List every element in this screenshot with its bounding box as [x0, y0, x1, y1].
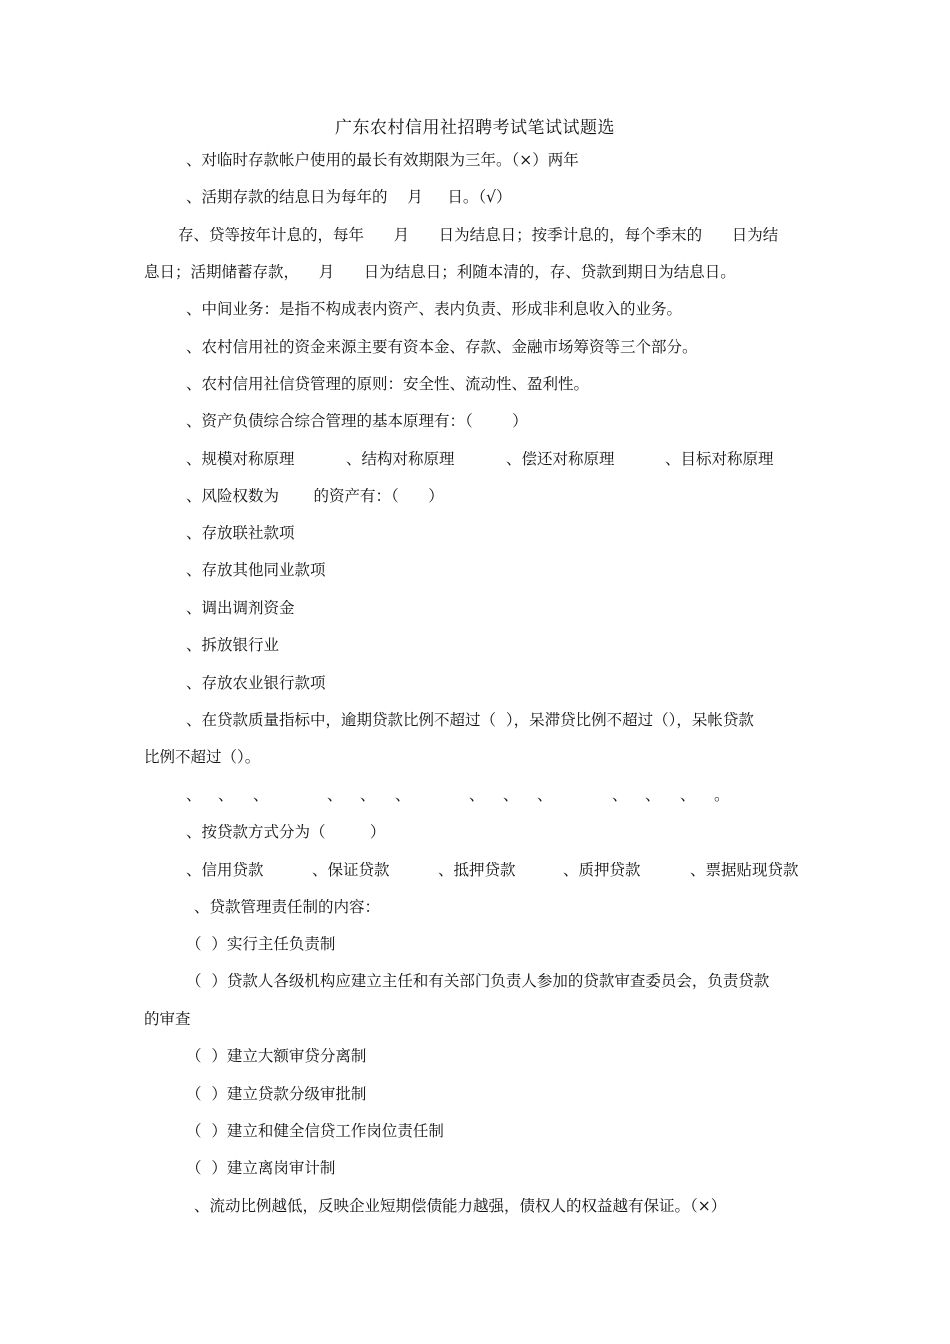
answer-mark: 、 — [327, 786, 343, 804]
option-c: 、抵押贷款 — [438, 861, 516, 879]
question-11-item-5: （ ）建立和健全信贷工作岗位责任制 — [186, 1122, 444, 1140]
answer-mark: 、 — [218, 786, 234, 804]
question-7-options — [0, 447, 950, 591]
question-9-line-1: 、在贷款质量指标中，逾期贷款比例不超过（ ），呆滞贷比例不超过（），呆帐贷款 — [186, 711, 754, 729]
option-c: 、偿还对称原理 — [506, 450, 615, 468]
option-d: 、拆放银行业 — [186, 636, 280, 654]
option-b: 、保证贷款 — [312, 861, 390, 879]
option-e: 、票据贴现贷款 — [690, 861, 799, 879]
paragraph-interest-line-2: 息日；活期储蓄存款， 月 日为结息日；利随本清的，存、贷款到期日为结息日。 — [144, 263, 736, 281]
option-a: 、存放联社款项 — [186, 524, 295, 542]
option-b: 、存放其他同业款项 — [186, 561, 326, 579]
option-a: 、规模对称原理 — [186, 450, 295, 468]
answer-mark: 、 — [503, 786, 519, 804]
document-title: 广东农村信用社招聘考试笔试试题选 — [335, 118, 615, 138]
answer-mark: 、 — [395, 786, 411, 804]
question-9-line-2: 比例不超过（）。 — [144, 748, 261, 766]
option-e: 、存放农业银行款项 — [186, 674, 326, 692]
question-11-item-3: （ ）建立大额审贷分离制 — [186, 1047, 367, 1065]
question-4: 、中间业务：是指不构成表内资产、表内负责、形成非利息收入的业务。 — [186, 300, 683, 318]
question-5: 、农村信用社的资金来源主要有资本金、存款、金融市场筹资等三个部分。 — [186, 338, 698, 356]
option-d: 、质押贷款 — [563, 861, 641, 879]
question-11-item-1: （ ）实行主任负责制 — [186, 935, 336, 953]
question-11-item-2-line-1: （ ）贷款人各级机构应建立主任和有关部门负责人参加的贷款审查委员会，负责贷款 — [186, 972, 770, 990]
question-7-stem: 、资产负债综合综合管理的基本原理有：（ ） — [186, 412, 528, 430]
question-2: 、活期存款的结息日为每年的 月 日。（√） — [186, 188, 512, 206]
answer-mark: 、 — [469, 786, 485, 804]
answer-mark: 、 — [253, 786, 269, 804]
option-c: 、调出调剂资金 — [186, 599, 295, 617]
question-1: 、对临时存款帐户使用的最长有效期限为三年。（×）两年 — [186, 151, 579, 169]
question-10-stem: 、按贷款方式分为（ ） — [186, 823, 386, 841]
question-10-options — [0, 858, 950, 1026]
question-12: 、流动比例越低，反映企业短期偿债能力越强，债权人的权益越有保证。（×） — [194, 1197, 727, 1215]
question-11-item-4: （ ）建立贷款分级审批制 — [186, 1085, 367, 1103]
question-11-stem: 、贷款管理责任制的内容： — [194, 898, 381, 916]
option-b: 、结构对称原理 — [346, 450, 455, 468]
question-11-item-2-line-2: 的审查 — [144, 1010, 191, 1028]
answer-mark: 、 — [645, 786, 661, 804]
answer-mark: 、 — [537, 786, 553, 804]
paragraph-interest-line-1: 存、贷等按年计息的，每年 月 日为结息日；按季计息的，每个季末的 日为结 — [178, 226, 779, 244]
answer-mark: 、 — [186, 786, 202, 804]
question-6: 、农村信用社信贷管理的原则：安全性、流动性、盈利性。 — [186, 375, 590, 393]
question-8-stem: 、风险权数为 的资产有：（ ） — [186, 487, 444, 505]
answer-mark: 。 — [714, 786, 730, 804]
answer-mark: 、 — [360, 786, 376, 804]
answer-mark: 、 — [680, 786, 696, 804]
question-11-item-6: （ ）建立离岗审计制 — [186, 1159, 336, 1177]
answer-mark: 、 — [612, 786, 628, 804]
option-d: 、目标对称原理 — [665, 450, 774, 468]
option-a: 、信用贷款 — [186, 861, 264, 879]
